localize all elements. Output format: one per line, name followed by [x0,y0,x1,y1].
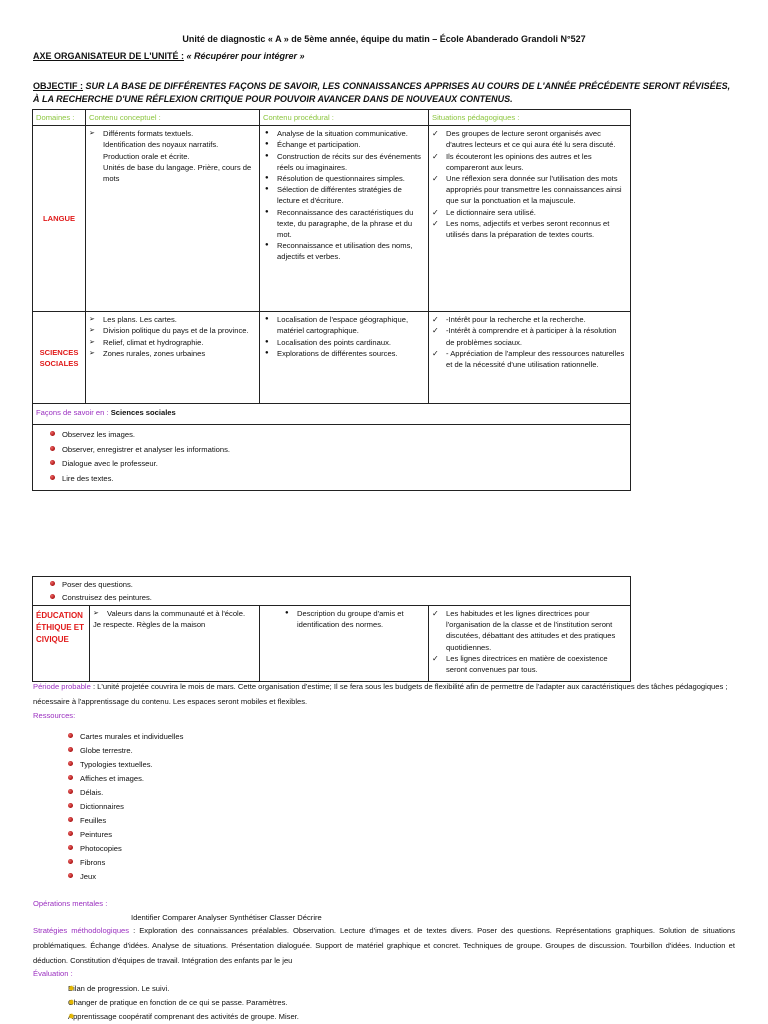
axe-label: AXE ORGANISATEUR DE L'UNITÉ : [33,51,184,61]
list-item: Lire des textes. [36,472,627,487]
list-item: ✓ Des groupes de lecture seront organisés avec d'autres lecteurs et ce qui aura été lu sera discuté. [432,128,627,150]
list-item: Photocopies [54,842,354,856]
list-item: ➢ Relief, climat et hydrographie. [89,337,256,348]
facons-row [33,404,631,425]
ressources-colon: : [73,711,76,720]
facons-cell [33,404,631,425]
list-item: ✓ - Appréciation de l'ampleur des ressources naturelles et de la nécessité d'une utilisation rationnelle. [432,348,627,370]
list-item: ✹ Bilan de progression. Le suivi. [54,982,554,996]
strategies-text: : Exploration des connaissances préalables. Observation. Lecture d'images et de textes divers. Poser des questions. Représentations graphiques. Solution de situations problématiques. Échange d'idées. Analyse de situations. Présentation dialoguée. Support de matériel graphique et concret. Techniques de groupe. Groupes de discussion. Tourbillon d'idées. Induction et déduction. Constitution d'équipes de travail. Intégration des enfants par le jeu [33,926,735,965]
education-conceptuel [90,606,260,682]
periode-label: Période probable [33,682,91,691]
list-item: Observer, enregistrer et analyser les informations. [36,443,627,458]
list-item: Globe terrestre. [54,744,354,758]
list-item: ➢ Division politique du pays et de la province. [89,325,256,336]
facons-items-row [33,425,631,491]
table-header-row [33,110,631,126]
list-item: Feuilles [54,814,354,828]
list-item: ➢ Différents formats textuels. Identification des noyaux narratifs. Production orale et écrite. Unités de base du langage. Prière, cours de mots [89,128,256,184]
header-domaines: Domaines : [33,110,86,126]
header-conceptuel: Contenu conceptuel : [86,110,260,126]
langue-situations [429,126,631,312]
list-item: ● Sélection de différentes stratégies de lecture et d'écriture. [263,184,425,206]
periode-section [33,679,733,709]
list-item: Fibrons [54,856,354,870]
list-item: Poser des questions. [36,578,627,591]
continuation-table [32,576,631,682]
list-item: ● Reconnaissance des caractéristiques du texte, du paragraphe, de la phrase et du mot. [263,207,425,241]
axe-value: « Récupérer pour intégrer » [186,51,305,61]
list-item: Dialogue avec le professeur. [36,457,627,472]
ressources-label: Ressources [33,711,74,720]
list-item: ● Localisation de l'espace géographique, matériel cartographique. [263,314,425,336]
strategies-label: Stratégies méthodologiques [33,926,130,935]
list-item: ● Construction de récits sur des événements réels ou imaginaires. [263,151,425,173]
list-item: ● Localisation des points cardinaux. [263,337,425,348]
list-item: Délais. [54,786,354,800]
education-situations [429,606,631,682]
ressources-heading [33,708,75,723]
list-item: ● Résolution de questionnaires simples. [263,173,425,184]
facons-items-cell [33,425,631,491]
list-item: ● Reconnaissance et utilisation des noms, adjectifs et verbes. [263,240,425,262]
list-item: ✓ Les noms, adjectifs et verbes seront reconnus et utilisés dans la préparation de textes courts. [432,218,627,240]
list-item: Peintures [54,828,354,842]
continuation-items-cell [33,577,631,606]
evaluation-colon: : [68,969,73,978]
list-item: ● Échange et participation. [263,139,425,150]
list-item: ➢ Valeurs dans la communauté et à l'école. [93,608,256,619]
list-item: ✓ -Intérêt à comprendre et à participer à la résolution de problèmes sociaux. [432,325,627,347]
education-conceptuel-extra: Je respecte. Règles de la maison [93,620,206,630]
education-procedural [260,606,429,682]
list-item: ● Description du groupe d'amis et identification des normes. [283,608,425,630]
domain-sciences: SCIENCES SOCIALES [33,312,86,404]
list-item: Construisez des peintures. [36,591,627,604]
objectif [33,80,733,106]
objectif-text: SUR LA BASE DE DIFFÉRENTES FAÇONS DE SAVOIR, LES CONNAISSANCES APPRISES AU COURS DE L'ANNÉE PRÉCÉDENTE SERONT RÉVISÉES, À LA RECHERCHE D'UNE RÉFLEXION CRITIQUE POUR POUVOIR AVANCER DANS DE NOUVEAUX CONTENUS. [33,81,731,104]
continuation-items-row [33,577,631,606]
planning-table [32,109,631,491]
evaluation-list [54,982,554,1024]
list-item: ➢ Les plans. Les cartes. [89,314,256,325]
ressources-list [54,730,354,884]
sciences-conceptuel [86,312,260,404]
domain-langue: LANGUE [33,126,86,312]
list-item: Affiches et images. [54,772,354,786]
list-item: Jeux [54,870,354,884]
list-item: ✹ Apprentissage coopératif comprenant des activités de groupe. Miser. [54,1010,554,1024]
operations-colon: : [103,899,108,908]
list-item: Cartes murales et individuelles [54,730,354,744]
operations-heading [33,896,107,911]
domain-education: ÉDUCATION ÉTHIQUE ET CIVIQUE [33,606,90,682]
axe-organisateur [33,51,305,61]
table-row-education [33,606,631,682]
facons-label: Façons de savoir en : [36,408,109,418]
list-item: ✓ -Intérêt pour la recherche et la recherche. [432,314,627,325]
langue-procedural [260,126,429,312]
list-item: ✓ Ils écouteront les opinions des autres et les compareront aux leurs. [432,151,627,173]
list-item: ● Explorations de différentes sources. [263,348,425,359]
objectif-label: OBJECTIF : [33,81,84,91]
list-item: ✓ Les habitudes et les lignes directrices pour l'organisation de la classe et de l'institution seront discutées, débattant des attitudes et des pratiques quotidiennes. [432,608,627,653]
periode-text: : L'unité projetée couvrira le mois de mars. Cette organisation d'estime; Il se fera sous les budgets de flexibilité afin de permettre de l'adapter aux caractéristiques des tâches pédagogiques ; nécessaire à l'apprentissage du contenu. Les espaces seront mobiles et flexibles. [33,682,728,706]
operations-text: Identifier Comparer Analyser Synthétiser Classer Décrire [131,913,322,922]
table-row-langue [33,126,631,312]
evaluation-heading [33,966,73,981]
strategies-section [33,923,735,968]
header-procedural: Contenu procédural : [260,110,429,126]
document-title: Unité de diagnostic « A » de 5ème année, équipe du matin – École Abanderado Grandoli N°527 [182,34,586,44]
list-item: Typologies textuelles. [54,758,354,772]
list-item: ➢ Zones rurales, zones urbaines [89,348,256,359]
header-situations: Situations pédagogiques : [429,110,631,126]
list-item: ✹ Changer de pratique en fonction de ce qui se passe. Paramètres. [54,996,554,1010]
sciences-situations [429,312,631,404]
list-item: ✓ Le dictionnaire sera utilisé. [432,207,627,218]
list-item: ✓ Les lignes directrices en matière de coexistence seront convenues par tous. [432,653,627,675]
facons-value: Sciences sociales [110,408,176,418]
list-item: ✓ Une réflexion sera donnée sur l'utilisation des mots appropriés pour transmettre les connaissances ainsi que sur la ponctuation et la majuscule. [432,173,627,207]
evaluation-label: Évaluation [33,969,69,978]
sciences-procedural [260,312,429,404]
list-item: Observez les images. [36,428,627,443]
list-item: ● Analyse de la situation communicative. [263,128,425,139]
langue-conceptuel [86,126,260,312]
table-row-sciences [33,312,631,404]
operations-label: Opérations mentales [33,899,104,908]
list-item: Dictionnaires [54,800,354,814]
